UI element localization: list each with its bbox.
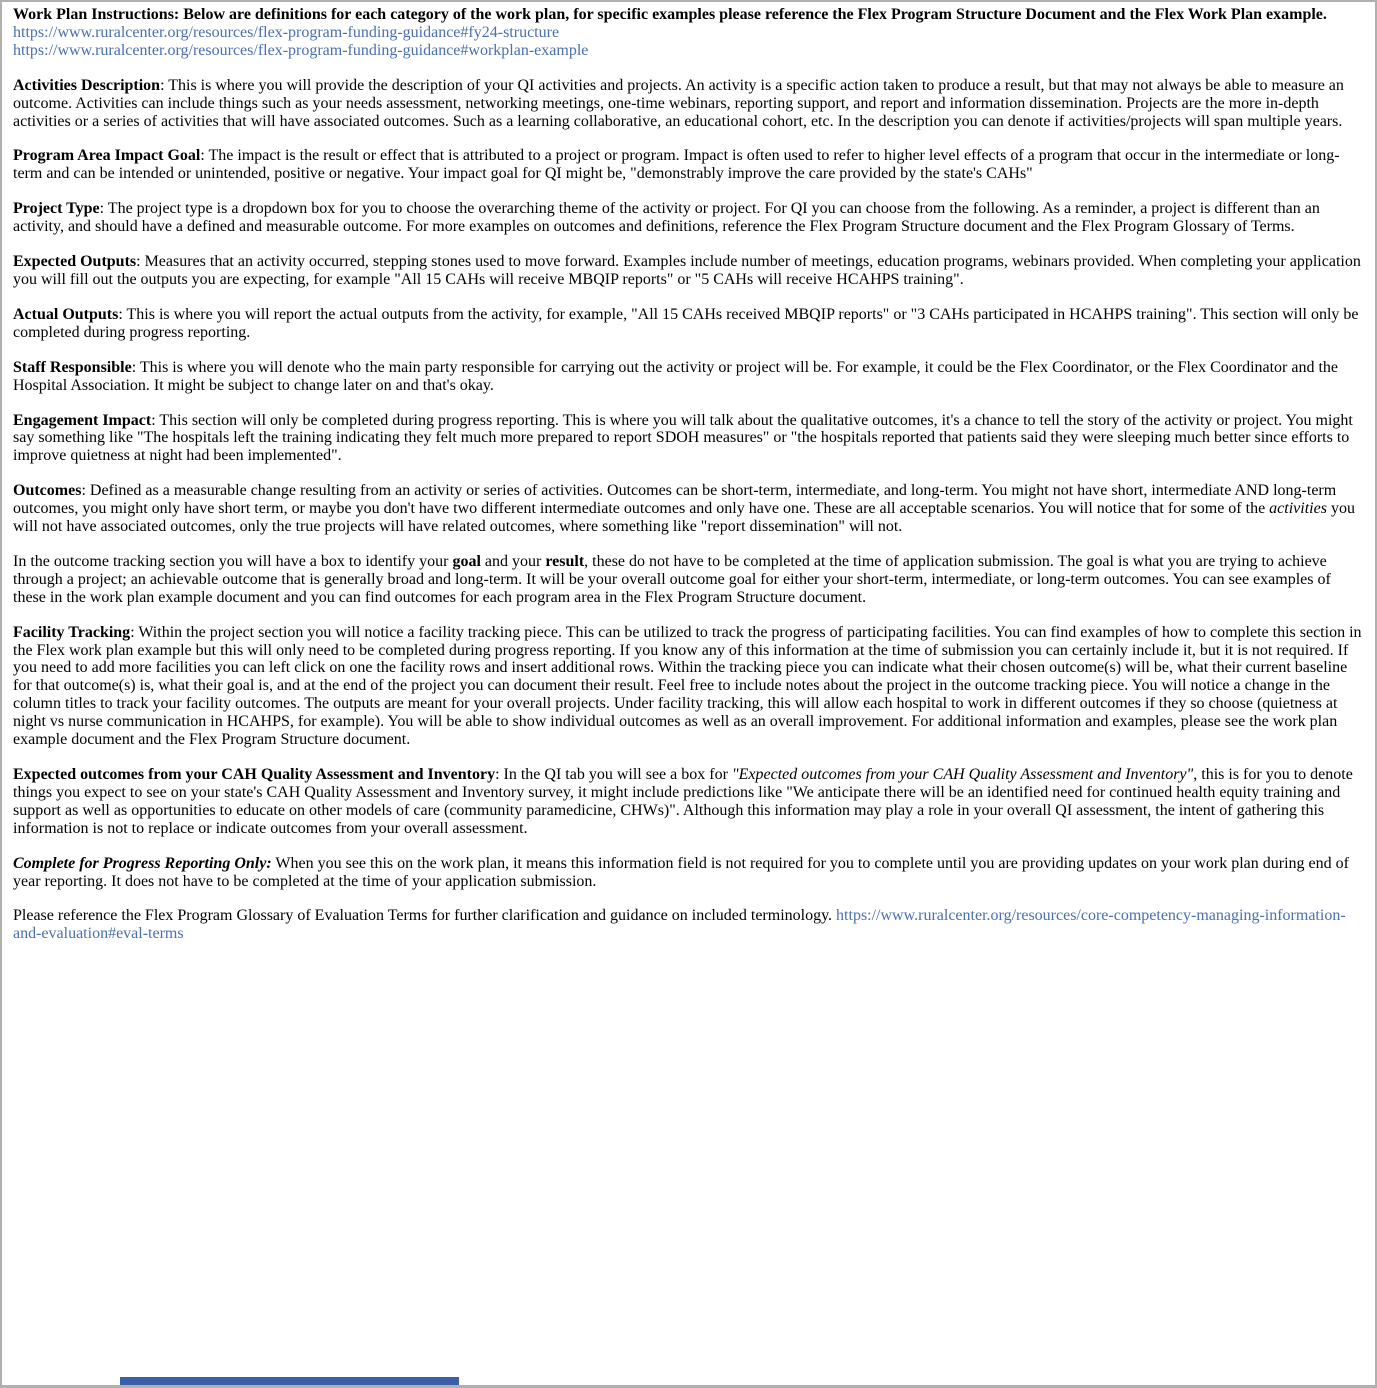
text-segment: : This is where you will report the actual outputs from the activity, for example, "All 15 CAHs received MBQIP reports" or "3 CAHs participated in HCAHPS training". This section will only be completed during progress reporting.	[13, 305, 1359, 341]
text-segment: : Defined as a measurable change resulting from an activity or series of activities. Outcomes can be short-term, intermediate, and long-term. You might not have short, intermediate AND long-term outcomes, you might only have short term, or maybe you don't have two different intermediate outcomes and only have one. These are all acceptable scenarios. You will notice that for some of the	[13, 482, 1337, 518]
text-segment: When you see this on the work plan, it means this information field is not required for you to complete until you are providing updates on your work plan during end of year reporting. It does not have to be completed at the time of your application submission.	[13, 854, 1349, 890]
hyperlink[interactable]: https://www.ruralcenter.org/resources/core-competency-managing-information-and-evaluation#eval-terms	[13, 907, 1346, 943]
text-segment: Complete for Progress Reporting Only:	[13, 854, 272, 872]
paragraph	[13, 766, 1365, 838]
paragraph	[13, 624, 1365, 749]
paragraph	[13, 855, 1365, 891]
text-segment: and your	[480, 552, 546, 570]
text-segment: In the outcome tracking section you will have a box to identify your	[13, 552, 453, 570]
text-segment: Facility Tracking	[13, 623, 131, 641]
text-segment: : This is where you will provide the description of your QI activities and projects. An activity is a specific action taken to produce a result, but that may not always be able to measure an outcome. Activities can include things such as your needs assessment, networking meetings, one-time webinars, reporting support, and report and information dissemination. Projects are the more in-depth activities or a series of activities that will have associated outcomes. Such as a learning collaborative, an educational cohort, etc. In the description you can denote if activities/projects will span multiple years.	[13, 76, 1344, 130]
text-segment: : This is where you will denote who the main party responsible for carrying out the activity or project will be. For example, it could be the Flex Coordinator, or the Flex Coordinator and the Hospital Association. It might be subject to change later on and that's okay.	[13, 358, 1339, 394]
document-body	[13, 6, 1365, 943]
document-title	[13, 6, 1365, 24]
hyperlink[interactable]: https://www.ruralcenter.org/resources/flex-program-funding-guidance#fy24-structure	[13, 23, 560, 41]
paragraph	[13, 482, 1365, 536]
text-segment: activities	[1269, 500, 1327, 518]
text-segment: : Measures that an activity occurred, stepping stones used to move forward. Examples include number of meetings, education programs, webinars provided. When completing your application you will fill out the outputs you are expecting, for example "All 15 CAHs will receive MBQIP reports" or "5 CAHs will receive HCAHPS training".	[13, 253, 1361, 288]
text-segment: : Within the project section you will notice a facility tracking piece. This can be utilized to track the progress of participating facilities. You can find examples of how to complete this section in the Flex work plan example but this will only need to be completed during progress reporting. If you know any of this information at the time of submission you can certainly include it, but it is not required. If you need to add more facilities you can left click on one the facility rows and insert additional rows. Within the tracking piece you can indicate what their chosen outcome(s) will be, what their current baseline for that outcome(s) is, what their goal is, and at the end of the project you can document their result. Feel free to include notes about the project in the outcome tracking piece. You will notice a change in the column titles to track your facility outcomes. The outputs are meant for your overall projects. Under facility tracking, this will allow each hospital to work in different outcomes if they so choose (quietness at night vs nurse communication in HCAHPS, for example). You will be able to show individual outcomes as well as an overall improvement. For additional information and examples, please see the work plan example document and the Flex Program Structure document.	[13, 623, 1362, 749]
paragraph	[13, 147, 1365, 183]
text-segment: "Expected outcomes from your CAH Quality Assessment and Inventory"	[731, 766, 1194, 783]
text-segment: result	[545, 552, 585, 570]
text-segment: : The project type is a dropdown box for you to choose the overarching theme of the activity or project. For QI you can choose from the following. As a reminder, a project is different than an activity, and should have a defined and measurable outcome. For more examples on outcomes and definitions, reference the Flex Program Structure document and the Flex Program Glossary of Terms.	[13, 200, 1320, 236]
paragraph	[13, 359, 1365, 395]
text-segment: , these do not have to be completed at the time of application submission. The goal is what you are trying to achieve through a project; an achievable outcome that is generally broad and long-term. It will be your overall outcome goal for either your short-term, intermediate, or long-term outcomes. You can see examples of these in the work plan example document and you can find outcomes for each program area in the Flex Program Structure document.	[13, 552, 1331, 606]
paragraph	[13, 253, 1365, 289]
text-segment: : The impact is the result or effect that is attributed to a project or program. Impact is often used to refer to higher level effects of a program that occur in the intermediate or long-term and can be intended or unintended, positive or negative. Your impact goal for QI might be, "demonstrably improve the care provided by the state's CAHs"	[13, 147, 1340, 183]
text-segment: Expected outcomes from your CAH Quality Assessment and Inventory	[13, 766, 496, 783]
text-segment: , this is for you to denote things you expect to see on your state's CAH Quality Assessment and Inventory survey, it might include predictions like "We anticipate there will be an identified need for continued health equity training and support as well as opportunities to educate on other models of care (community paramedicine, CHWs)". Although this information may play a role in your overall QI assessment, the intent of gathering this information is not to replace or indicate outcomes from your overall assessment.	[13, 766, 1353, 837]
link-line	[13, 24, 1365, 42]
bottom-accent-bar	[120, 1377, 459, 1385]
text-segment: Actual Outputs	[13, 305, 119, 323]
text-segment: you will not have associated outcomes, only the true projects will have related outcomes, where something like "report dissemination" will not.	[13, 500, 1355, 536]
text-segment: Activities Description	[13, 76, 161, 94]
text-segment: Project Type	[13, 200, 100, 218]
text-segment: : In the QI tab you will see a box for	[495, 766, 732, 783]
paragraph	[13, 77, 1365, 131]
text-segment: Program Area Impact Goal	[13, 147, 201, 165]
text-segment: Outcomes	[13, 482, 82, 500]
hyperlink[interactable]: https://www.ruralcenter.org/resources/flex-program-funding-guidance#workplan-example	[13, 41, 589, 59]
text-segment: : This section will only be completed during progress reporting. This is where you will talk about the qualitative outcomes, it's a chance to tell the story of the activity or project. You might say something like "The hospitals left the training indicating they felt much more prepared to report SDOH measures" or "the hospitals reported that patients said they were sleeping much better since efforts to improve quietness at night had been implemented".	[13, 411, 1353, 465]
text-segment: Staff Responsible	[13, 358, 132, 376]
paragraph	[13, 553, 1365, 607]
link-line	[13, 42, 1365, 60]
text-segment: Please reference the Flex Program Glossary of Evaluation Terms for further clarification and guidance on included terminology.	[13, 907, 837, 925]
text-segment: Work Plan Instructions: Below are definitions for each category of the work plan, for specific examples please reference the Flex Program Structure Document and the Flex Work Plan example.	[13, 6, 1327, 23]
text-segment: Expected Outputs	[13, 253, 137, 271]
paragraph	[13, 306, 1365, 342]
paragraph	[13, 200, 1365, 236]
paragraph	[13, 907, 1365, 943]
text-segment: goal	[452, 552, 481, 570]
paragraph	[13, 412, 1365, 466]
text-segment: Engagement Impact	[13, 411, 152, 429]
